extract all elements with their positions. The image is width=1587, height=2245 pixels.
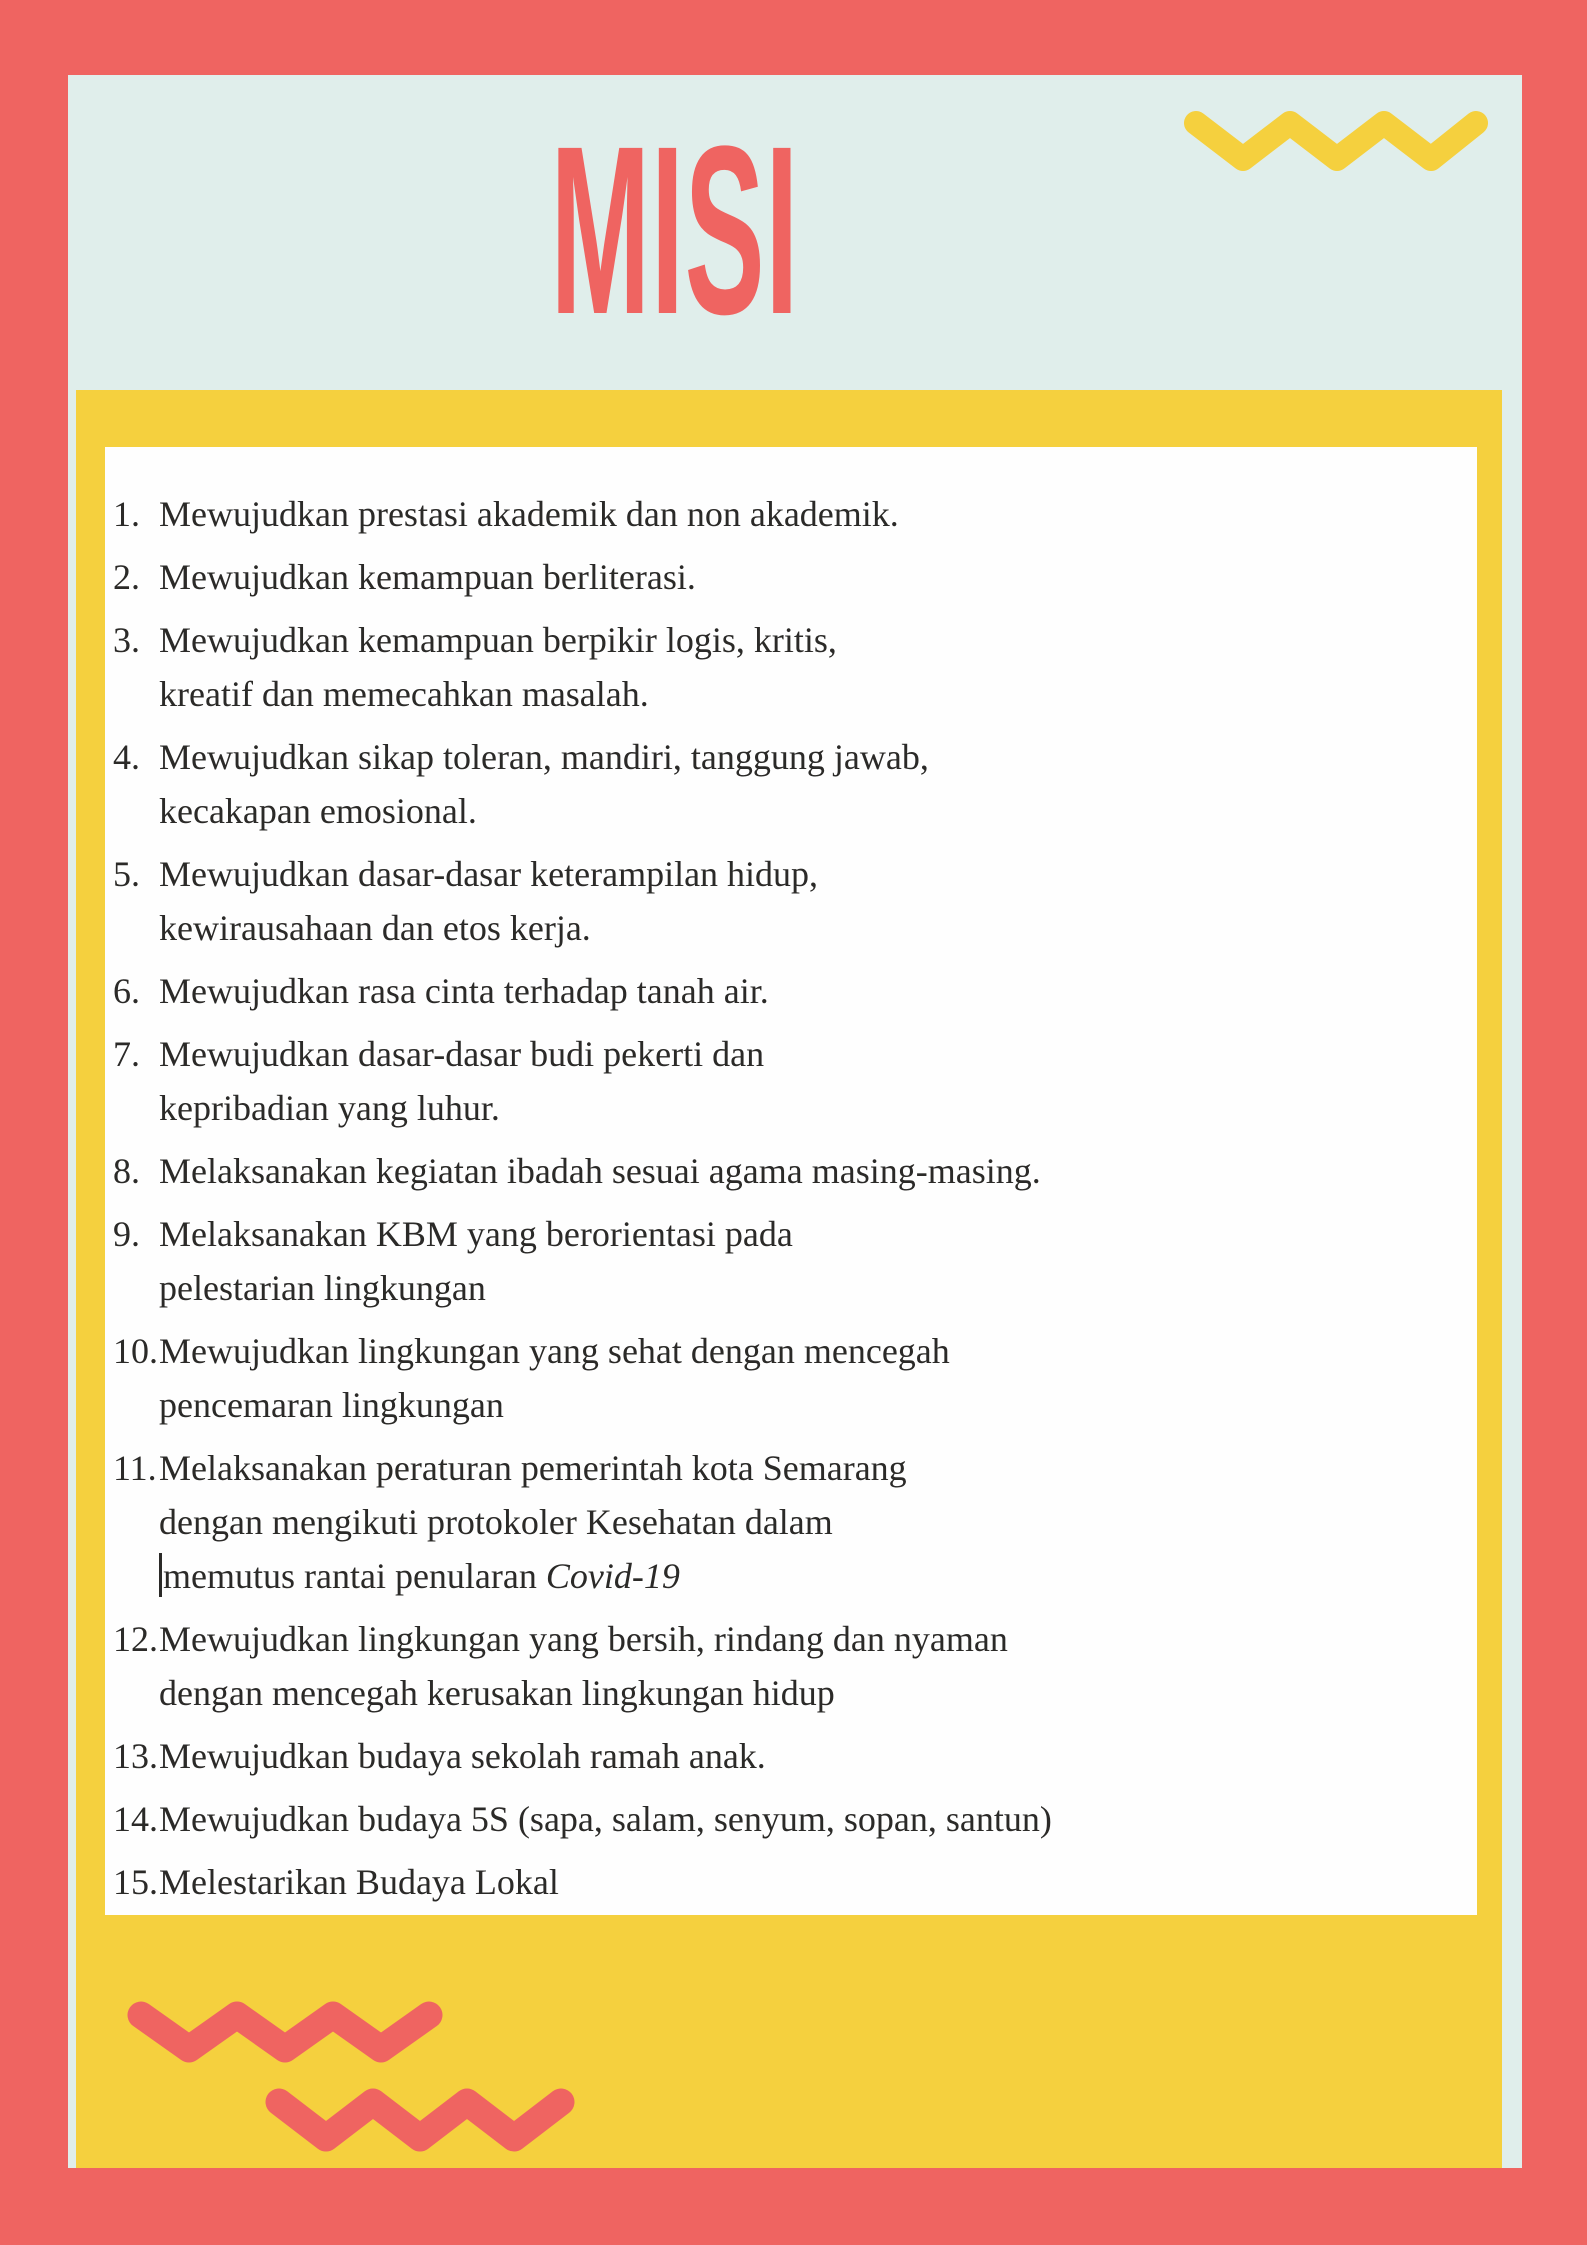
- yellow-zigzag-icon: [1183, 106, 1489, 176]
- item-text: Melestarikan Budaya Lokal: [159, 1862, 559, 1902]
- item-text: Mewujudkan dasar-dasar budi pekerti dan kepribadian yang luhur.: [159, 1034, 765, 1128]
- mission-item: [113, 1441, 1451, 1603]
- item-number: 1.: [113, 494, 140, 534]
- mission-list-card: [105, 447, 1477, 1915]
- item-text: Mewujudkan budaya 5S (sapa, salam, senyum, sopan, santun): [159, 1799, 1052, 1839]
- item-text: Mewujudkan kemampuan berpikir logis, kritis, kreatif dan memecahkan masalah.: [159, 620, 837, 714]
- item-number: 8.: [113, 1151, 140, 1191]
- item-text: Mewujudkan sikap toleran, mandiri, tanggung jawab, kecakapan emosional.: [159, 737, 929, 831]
- mission-item: [113, 487, 1451, 541]
- item-text: Mewujudkan dasar-dasar keterampilan hidup, kewirausahaan dan etos kerja.: [159, 854, 819, 948]
- mission-item: [113, 1612, 1451, 1720]
- item-number: 4.: [113, 737, 140, 777]
- mission-item: [113, 550, 1451, 604]
- mission-item: [113, 1729, 1451, 1783]
- mission-item: [113, 1027, 1451, 1135]
- item-number: 9.: [113, 1214, 140, 1254]
- item-text: Melaksanakan KBM yang berorientasi pada pelestarian lingkungan: [159, 1214, 793, 1308]
- item-number: 3.: [113, 620, 140, 660]
- mission-item: [113, 847, 1451, 955]
- mission-item: [113, 1207, 1451, 1315]
- mission-item: [113, 1144, 1451, 1198]
- item-text: Mewujudkan kemampuan berliterasi.: [159, 557, 696, 597]
- mission-item: [113, 613, 1451, 721]
- item-number: 2.: [113, 557, 140, 597]
- red-zigzag-icon: [264, 2084, 578, 2156]
- item-text: Melaksanakan kegiatan ibadah sesuai agama masing-masing.: [159, 1151, 1041, 1191]
- item-number: 13.: [113, 1736, 158, 1776]
- item-number: 5.: [113, 854, 140, 894]
- item-number: 11.: [113, 1448, 157, 1488]
- item-number: 12.: [113, 1619, 158, 1659]
- item-text: Mewujudkan prestasi akademik dan non akademik.: [159, 494, 899, 534]
- mission-list: [105, 447, 1477, 1909]
- title-text: MISI: [550, 96, 800, 364]
- red-zigzag-icon: [126, 1998, 450, 2066]
- item-text: Melaksanakan peraturan pemerintah kota Semarang dengan mengikuti protokoler Kesehatan dalam memutus rantai penularan Covid-19: [159, 1448, 907, 1596]
- item-number: 10.: [113, 1331, 158, 1371]
- mission-item: [113, 1792, 1451, 1846]
- item-number: 7.: [113, 1034, 140, 1074]
- mission-item: [113, 730, 1451, 838]
- item-number: 15.: [113, 1862, 158, 1902]
- mission-item: [113, 1324, 1451, 1432]
- mission-item: [113, 1855, 1451, 1909]
- item-text: Mewujudkan rasa cinta terhadap tanah air.: [159, 971, 769, 1011]
- item-number: 6.: [113, 971, 140, 1011]
- italic-text: Covid-19: [545, 1556, 680, 1596]
- item-text: Mewujudkan lingkungan yang sehat dengan mencegah pencemaran lingkungan: [159, 1331, 950, 1425]
- item-text: Mewujudkan budaya sekolah ramah anak.: [159, 1736, 766, 1776]
- mission-item: [113, 964, 1451, 1018]
- item-number: 14.: [113, 1799, 158, 1839]
- item-text: Mewujudkan lingkungan yang bersih, rindang dan nyaman dengan mencegah kerusakan lingkungan hidup: [159, 1619, 1008, 1713]
- text-cursor: [159, 1553, 162, 1597]
